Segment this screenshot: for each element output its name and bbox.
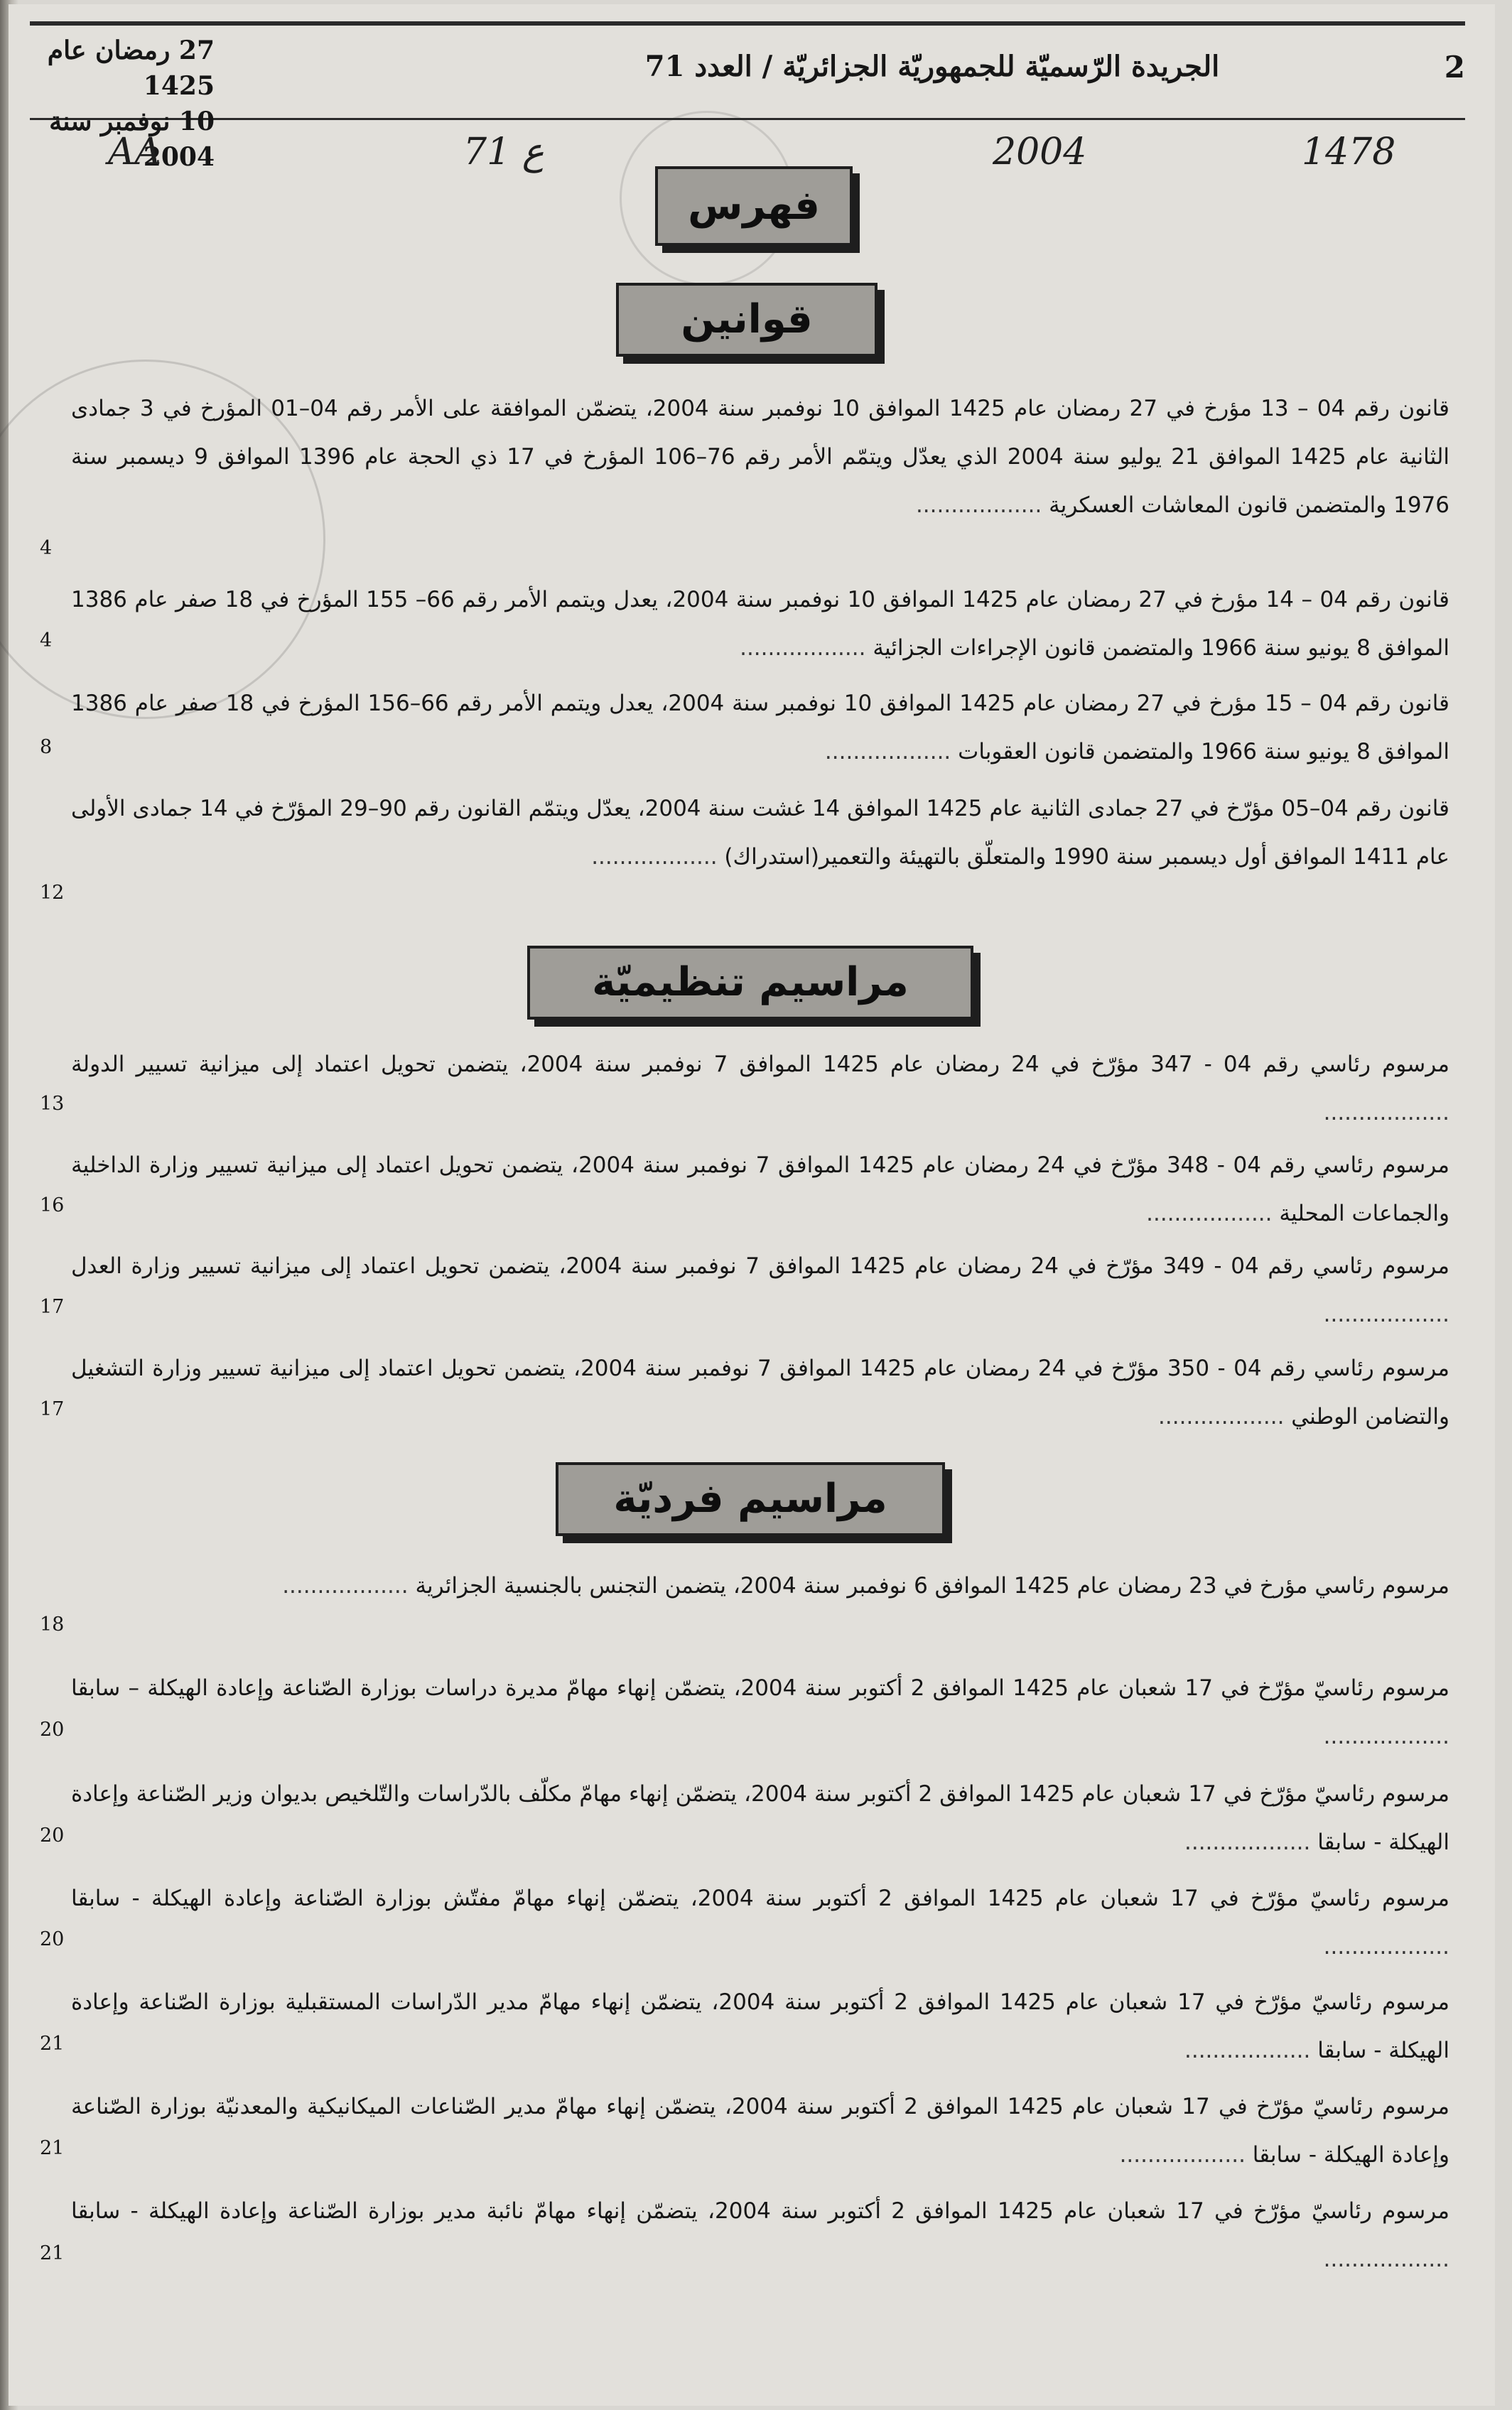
entry-page-number: 17: [40, 1296, 65, 1318]
entry-text: قانون رقم 04 – 15 مؤرخ في 27 رمضان عام 1425 الموافق 10 نوفمبر سنة 2004، يعدل ويتمم الأمر رقم 66–156 المؤرخ في 18 صفر عام 1386 الموافق 8 يونيو سنة 1966 والمتضمن قانون العقوبات: [71, 691, 1449, 764]
leader-dots: ..................: [282, 1573, 409, 1599]
leader-dots: ..................: [824, 739, 951, 764]
regulatory-decree-entry: [71, 1040, 1449, 1137]
entry-text: مرسوم رئاسي رقم 04 - 350 مؤرّخ في 24 رمضان عام 1425 الموافق 7 نوفمبر سنة 2004، يتضمن تحويل اعتماد إلى ميزانية تسيير وزارة التشغيل والتضامن الوطني: [71, 1356, 1449, 1430]
date-hijri: 27 رمضان عام 1425: [47, 36, 215, 101]
leader-dots: ..................: [1146, 1201, 1273, 1226]
regulatory-decree-entry: [71, 1242, 1449, 1339]
laws-banner: قوانين: [616, 283, 878, 357]
leader-dots: ..................: [1323, 1724, 1449, 1749]
entry-page-number: 16: [40, 1194, 65, 1216]
leader-dots: ..................: [1323, 1100, 1449, 1125]
entry-page-number: 4: [40, 629, 53, 652]
law-entry: [71, 384, 1449, 529]
individual-decree-entry: [71, 2082, 1449, 2179]
page-number: 2: [1444, 50, 1465, 85]
entry-page-number: 13: [40, 1093, 65, 1115]
law-entry: [71, 784, 1449, 881]
regulatory-decree-entry: [71, 1344, 1449, 1441]
handwritten-mark: 71 ع: [463, 131, 544, 173]
entry-text: مرسوم رئاسي مؤرخ في 23 رمضان عام 1425 الموافق 6 نوفمبر سنة 2004، يتضمن التجنس بالجنسية الجزائرية: [415, 1573, 1449, 1599]
entry-text: مرسوم رئاسيّ مؤرّخ في 17 شعبان عام 1425 الموافق 2 أكتوبر سنة 2004، يتضمّن إنهاء مهامّ مكلّف بالدّراسات والتّلخيص بديوان وزير الصّناعة وإعادة الهيكلة - سابقا: [71, 1781, 1449, 1855]
entry-page-number: 21: [40, 2242, 65, 2264]
leader-dots: ..................: [915, 492, 1042, 518]
entry-page-number: 21: [40, 2033, 65, 2055]
entry-page-number: 20: [40, 1825, 65, 1847]
gazette-title: الجريدة الرّسميّة للجمهوريّة الجزائريّة / العدد 71: [644, 50, 1220, 83]
leader-dots: ..................: [1323, 2247, 1449, 2272]
date-gregorian: 10 نوفمبر سنة 2004: [49, 107, 215, 172]
entry-page-number: 18: [40, 1614, 65, 1636]
leader-dots: ..................: [1184, 1830, 1311, 1855]
leader-dots: ..................: [591, 844, 718, 870]
individual-decree-entry: [71, 1978, 1449, 2075]
leader-dots: ..................: [1323, 1302, 1449, 1327]
individual-decree-entry: [71, 1770, 1449, 1866]
individual-decree-entry: [71, 1874, 1449, 1971]
individual-decree-entry: [71, 1562, 1449, 1610]
leader-dots: ..................: [740, 635, 866, 661]
entry-page-number: 21: [40, 2137, 65, 2159]
entry-page-number: 12: [40, 882, 65, 904]
individual-decree-entry: [71, 1664, 1449, 1761]
regulatory-decree-entry: [71, 1141, 1449, 1238]
entry-text: مرسوم رئاسي رقم 04 - 349 مؤرّخ في 24 رمضان عام 1425 الموافق 7 نوفمبر سنة 2004، يتضمن تحويل اعتماد إلى ميزانية تسيير وزارة العدل: [71, 1253, 1450, 1279]
handwritten-mark: AA: [108, 131, 162, 173]
entry-text: مرسوم رئاسيّ مؤرّخ في 17 شعبان عام 1425 الموافق 2 أكتوبر سنة 2004، يتضمّن إنهاء مهامّ مدير الدّراسات المستقبلية بوزارة الصّناعة وإعادة الهيكلة - سابقا: [71, 1989, 1449, 2063]
law-entry: [71, 576, 1449, 672]
entry-text: مرسوم رئاسيّ مؤرّخ في 17 شعبان عام 1425 الموافق 2 أكتوبر سنة 2004، يتضمّن إنهاء مهامّ نائبة مدير بوزارة الصّناعة وإعادة الهيكلة - سابقا: [71, 2198, 1449, 2224]
entry-text: مرسوم رئاسيّ مؤرّخ في 17 شعبان عام 1425 الموافق 2 أكتوبر سنة 2004، يتضمّن إنهاء مهامّ مفتّش بوزارة الصّناعة وإعادة الهيكلة - سابقا: [71, 1886, 1449, 1911]
regulatory-banner: مراسيم تنظيميّة: [527, 946, 973, 1020]
entry-page-number: 17: [40, 1398, 65, 1420]
leader-dots: ..................: [1184, 2038, 1311, 2063]
gazette-page: [9, 4, 1495, 2406]
entry-page-number: 8: [40, 736, 53, 758]
entry-text: قانون رقم 04 – 14 مؤرخ في 27 رمضان عام 1425 الموافق 10 نوفمبر سنة 2004، يعدل ويتمم الأمر رقم 66– 155 المؤرخ في 18 صفر عام 1386 الموافق 8 يونيو سنة 1966 والمتضمن قانون الإجراءات الجزائية: [71, 587, 1450, 661]
individual-decree-entry: [71, 2187, 1449, 2284]
index-banner: فهرس: [655, 166, 853, 246]
leader-dots: ..................: [1158, 1404, 1285, 1430]
handwritten-mark: 1478: [1302, 131, 1396, 173]
leader-dots: ..................: [1323, 1934, 1449, 1960]
law-entry: [71, 679, 1449, 776]
entry-page-number: 20: [40, 1928, 65, 1950]
entry-page-number: 4: [40, 537, 53, 559]
entry-text: مرسوم رئاسي رقم 04 - 347 مؤرّخ في 24 رمضان عام 1425 الموافق 7 نوفمبر سنة 2004، يتضمن تحويل اعتماد إلى ميزانية تسيير الدولة: [71, 1052, 1449, 1077]
handwritten-mark: 2004: [993, 131, 1087, 173]
entry-text: قانون رقم 04 – 13 مؤرخ في 27 رمضان عام 1425 الموافق 10 نوفمبر سنة 2004، يتضمّن الموافقة على الأمر رقم 04–01 المؤرخ في 3 جمادى الثانية عام 1425 الموافق 21 يوليو سنة 2004 الذي يعدّل ويتمّم الأمر رقم 76–106 المؤرخ في 17 ذي الحجة عام 1396 الموافق 9 ديسمبر سنة 1976 والمتضمن قانون المعاشات العسكرية: [71, 396, 1450, 518]
entry-text: قانون رقم 04–05 مؤرّخ في 27 جمادى الثانية عام 1425 الموافق 14 غشت سنة 2004، يعدّل ويتمّم القانون رقم 90–29 المؤرّخ في 14 جمادى الأولى عام 1411 الموافق أول ديسمبر سنة 1990 والمتعلّق بالتهيئة والتعمير(استدراك): [71, 796, 1449, 870]
leader-dots: ..................: [1119, 2142, 1246, 2168]
entry-text: مرسوم رئاسيّ مؤرّخ في 17 شعبان عام 1425 الموافق 2 أكتوبر سنة 2004، يتضمّن إنهاء مهامّ مدير الصّناعات الميكانيكية والمعدنيّة بوزارة الصّناعة وإعادة الهيكلة - سابقا: [71, 2094, 1449, 2168]
entry-text: مرسوم رئاسي رقم 04 - 348 مؤرّخ في 24 رمضان عام 1425 الموافق 7 نوفمبر سنة 2004، يتضمن تحويل اعتماد إلى ميزانية تسيير وزارة الداخلية والجماعات المحلية: [71, 1152, 1449, 1226]
entry-text: مرسوم رئاسيّ مؤرّخ في 17 شعبان عام 1425 الموافق 2 أكتوبر سنة 2004، يتضمّن إنهاء مهامّ مديرة دراسات بوزارة الصّناعة وإعادة الهيكلة – سابقا: [71, 1675, 1449, 1701]
entry-page-number: 20: [40, 1719, 65, 1741]
individual-banner: مراسيم فرديّة: [556, 1462, 945, 1536]
